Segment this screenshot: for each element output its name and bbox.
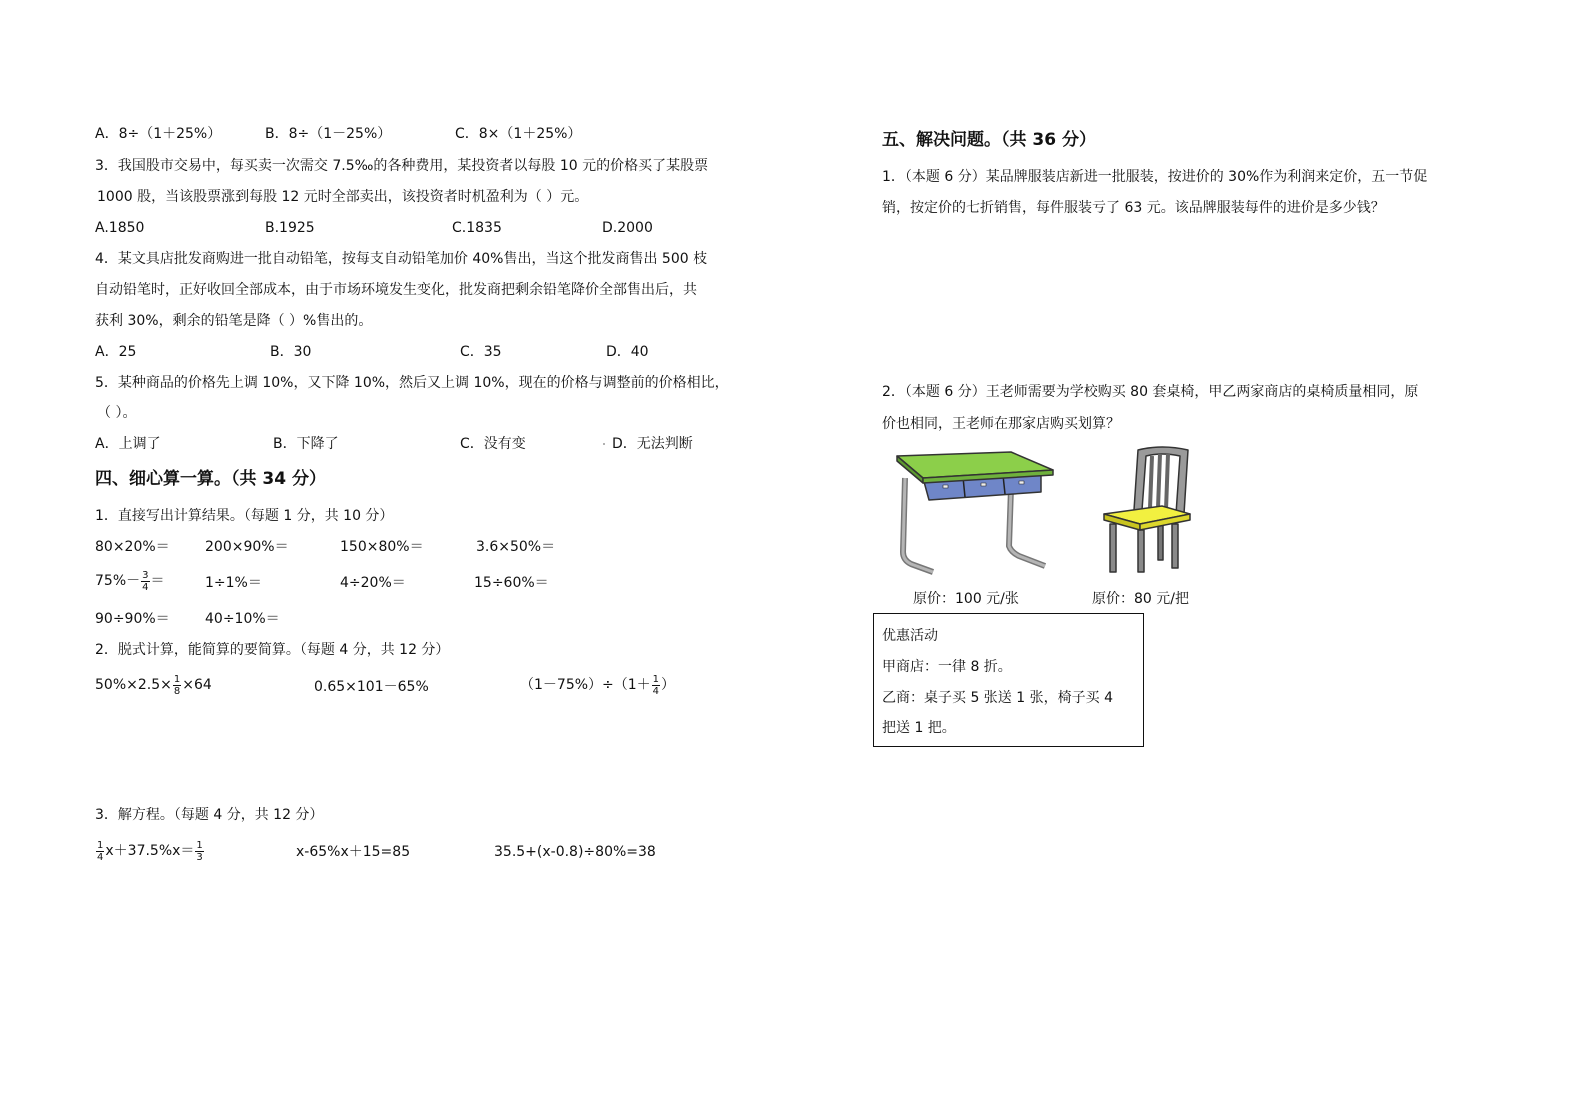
- equation-1: [95, 836, 205, 866]
- chair-image: [1100, 444, 1195, 576]
- fraction: [141, 570, 149, 593]
- calc-5: [95, 566, 165, 596]
- calc-5-prefix: 75%－: [95, 573, 141, 589]
- chair-price: 原价：80 元/把: [1092, 591, 1189, 607]
- expr-1: [95, 670, 212, 700]
- expr-1-prefix: 50%×2.5×: [95, 677, 172, 693]
- promo-box: [873, 613, 1144, 747]
- expr-2: 0.65×101－65%: [314, 679, 429, 695]
- desk-image: [893, 448, 1058, 578]
- fraction: [195, 840, 203, 863]
- expr-3: [520, 670, 675, 700]
- expr-3-suffix: ）: [661, 677, 676, 693]
- expr-3-prefix: （1－75%）÷（1＋: [520, 677, 651, 693]
- calc-4: 3.6×50%＝: [476, 539, 556, 555]
- q4-line3: 获利 30%，剩余的铅笔是降（ ）%售出的。: [95, 313, 373, 329]
- calc-7: 4÷20%＝: [340, 575, 406, 591]
- s4-p3-title: 3．解方程。（每题 4 分，共 12 分）: [95, 807, 324, 823]
- fraction: [652, 674, 660, 697]
- q5-line2: （ ）。: [97, 405, 137, 421]
- calc-6: 1÷1%＝: [205, 575, 262, 591]
- promo-title: 优惠活动: [882, 628, 938, 644]
- q2-option-a: A．8÷（1＋25%）: [95, 126, 222, 142]
- fraction-numerator: 1: [173, 673, 181, 685]
- equation-1-middle: x＋37.5%x＝: [105, 843, 195, 859]
- fraction-denominator: 8: [173, 685, 181, 697]
- equation-3: 35.5+(x-0.8)÷80%=38: [494, 844, 656, 860]
- q4-line2: 自动铅笔时，正好收回全部成本，由于市场环境发生变化，批发商把剩余铅笔降价全部售出后，共: [95, 282, 697, 298]
- q4-option-b: B．30: [270, 344, 312, 360]
- s5-q1-line1: 1．（本题 6 分）某品牌服装店新进一批服装，按进价的 30%作为利润来定价，五一节促: [882, 169, 1428, 185]
- q5-option-d: D．无法判断: [612, 436, 693, 452]
- promo-line2: 乙商：桌子买 5 张送 1 张，椅子买 4: [882, 690, 1113, 706]
- q5-option-c: C．没有变: [460, 436, 526, 452]
- q3-option-b: B.1925: [265, 220, 315, 236]
- q3-option-c: C.1835: [452, 220, 502, 236]
- s5-q2-line1: 2．（本题 6 分）王老师需要为学校购买 80 套桌椅，甲乙两家商店的桌椅质量相同，原: [882, 384, 1419, 400]
- fraction-denominator: 4: [652, 685, 660, 697]
- q4-option-d: D．40: [606, 344, 649, 360]
- s4-p2-title: 2．脱式计算，能简算的要简算。（每题 4 分，共 12 分）: [95, 642, 450, 658]
- section5-title: 五、解决问题。（共 36 分）: [882, 130, 1096, 150]
- s4-p1-title: 1．直接写出计算结果。（每题 1 分，共 10 分）: [95, 508, 394, 524]
- calc-2: 200×90%＝: [205, 539, 289, 555]
- q5-option-a: A．上调了: [95, 436, 161, 452]
- promo-line1: 甲商店：一律 8 折。: [882, 659, 1012, 675]
- expr-1-suffix: ×64: [182, 677, 212, 693]
- s5-q2-line2: 价也相同，王老师在那家店购买划算？: [882, 416, 1120, 432]
- q5-option-b: B．下降了: [273, 436, 339, 452]
- fraction-denominator: 4: [142, 581, 149, 593]
- fraction-numerator: 1: [97, 839, 104, 851]
- q4-line1: 4．某文具店批发商购进一批自动铅笔，按每支自动铅笔加价 40%售出，当这个批发商售出 500 枝: [95, 251, 708, 267]
- q2-option-b: B．8÷（1－25%）: [265, 126, 392, 142]
- q5-line1: 5．某种商品的价格先上调 10%，又下降 10%，然后又上调 10%，现在的价格与调整前的价格相比，: [95, 375, 729, 391]
- calc-1: 80×20%＝: [95, 539, 170, 555]
- bullet-dot: [603, 443, 605, 445]
- calc-10: 40÷10%＝: [205, 611, 280, 627]
- calc-3: 150×80%＝: [340, 539, 424, 555]
- q4-option-c: C．35: [460, 344, 502, 360]
- q3-option-d: D.2000: [602, 220, 653, 236]
- calc-9: 90÷90%＝: [95, 611, 170, 627]
- fraction-numerator: 1: [196, 839, 203, 851]
- fraction-numerator: 3: [142, 569, 149, 581]
- q3-line2: 1000 股，当该股票涨到每股 12 元时全部卖出，该投资者时机盈利为（ ）元。: [97, 189, 589, 205]
- fraction-denominator: 3: [196, 851, 203, 863]
- q3-option-a: A.1850: [95, 220, 145, 236]
- equation-2: x-65%x＋15=85: [296, 844, 411, 860]
- calc-5-suffix: ＝: [150, 573, 165, 589]
- fraction: [173, 674, 181, 697]
- calc-8: 15÷60%＝: [474, 575, 549, 591]
- fraction: [96, 840, 104, 863]
- q4-option-a: A．25: [95, 344, 137, 360]
- q2-option-c: C．8×（1＋25%）: [455, 126, 582, 142]
- s5-q1-line2: 销，按定价的七折销售，每件服装亏了 63 元。该品牌服装每件的进价是多少钱？: [882, 200, 1385, 216]
- fraction-numerator: 1: [652, 673, 660, 685]
- q3-line1: 3．我国股市交易中，每买卖一次需交 7.5‰的各种费用，某投资者以每股 10 元的价格买了某股票: [95, 158, 709, 174]
- promo-line3: 把送 1 把。: [882, 720, 956, 736]
- section4-title: 四、细心算一算。（共 34 分）: [95, 469, 326, 489]
- desk-price: 原价：100 元/张: [913, 591, 1019, 607]
- fraction-denominator: 4: [97, 851, 104, 863]
